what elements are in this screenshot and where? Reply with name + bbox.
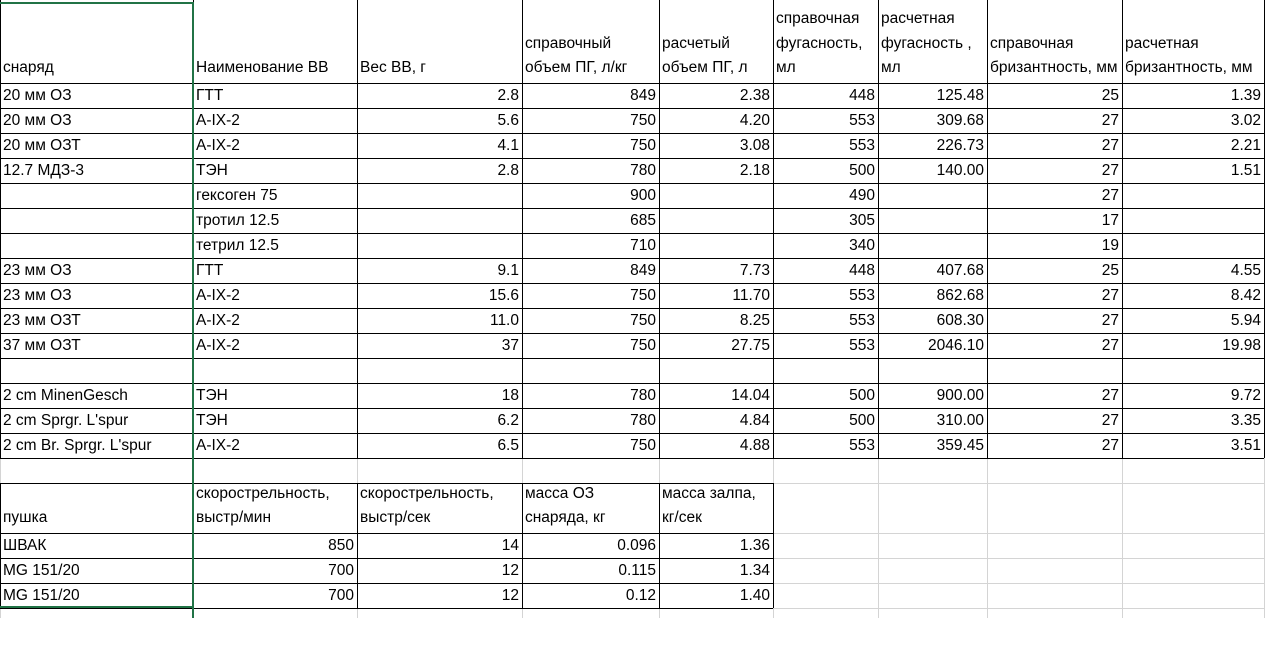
table2-cell[interactable]: 14 bbox=[501, 537, 519, 554]
table1-row-border bbox=[0, 458, 1264, 459]
table1-header-cell[interactable]: справочная фугасность, мл bbox=[776, 10, 863, 77]
table1-cell[interactable]: A-IX-2 bbox=[196, 137, 240, 154]
table1-cell[interactable] bbox=[1122, 183, 1264, 208]
table1-cell[interactable]: 125.48 bbox=[936, 87, 984, 104]
table1-cell[interactable]: 27 bbox=[1101, 112, 1119, 129]
table1-cell[interactable]: 3.08 bbox=[739, 137, 770, 154]
table1-cell[interactable]: 553 bbox=[849, 337, 875, 354]
table1-cell[interactable] bbox=[878, 358, 987, 383]
table1-cell[interactable]: 12.7 МДЗ-3 bbox=[3, 162, 85, 179]
table1-cell[interactable]: 17 bbox=[1101, 212, 1119, 229]
table1-cell[interactable] bbox=[0, 208, 193, 233]
table1-cell[interactable] bbox=[0, 183, 193, 208]
table1-cell[interactable]: 2.18 bbox=[739, 162, 770, 179]
table2-row-border bbox=[0, 608, 773, 609]
table1-cell[interactable]: 849 bbox=[630, 262, 656, 279]
table1-cell[interactable]: 310.00 bbox=[936, 412, 984, 429]
table1-cell[interactable] bbox=[878, 233, 987, 258]
table1-cell[interactable]: 27 bbox=[1101, 437, 1119, 454]
table1-cell[interactable]: 750 bbox=[630, 337, 656, 354]
table1-header-cell[interactable]: справочная бризантность, мм bbox=[990, 34, 1118, 77]
table1-cell[interactable]: ТЭН bbox=[196, 387, 228, 404]
table2-cell[interactable]: MG 151/20 bbox=[3, 562, 80, 579]
table1-cell[interactable]: 20 мм ОЗ bbox=[3, 87, 72, 104]
table1-cell[interactable]: 20 мм ОЗ bbox=[3, 112, 72, 129]
table1-cell[interactable]: тетрил 12.5 bbox=[196, 237, 279, 254]
table2-cell[interactable]: 12 bbox=[501, 587, 519, 604]
table2-cell[interactable]: MG 151/20 bbox=[3, 587, 80, 604]
table1-cell[interactable] bbox=[878, 208, 987, 233]
table1-cell[interactable]: 19.98 bbox=[1222, 337, 1261, 354]
table1-cell[interactable]: A-IX-2 bbox=[196, 437, 240, 454]
table1-cell[interactable]: 19 bbox=[1101, 237, 1119, 254]
table1-cell[interactable]: 27 bbox=[1101, 162, 1119, 179]
table1-cell[interactable]: 1.39 bbox=[1230, 87, 1261, 104]
table2-column-border bbox=[773, 483, 774, 608]
table1-cell[interactable]: 500 bbox=[849, 412, 875, 429]
table1-cell[interactable]: 309.68 bbox=[936, 112, 984, 129]
table1-cell[interactable]: 553 bbox=[849, 137, 875, 154]
table2-header-cell[interactable]: скорострельность, выстр/мин bbox=[196, 484, 330, 527]
table1-cell[interactable] bbox=[193, 358, 357, 383]
table2-cell[interactable]: 12 bbox=[501, 562, 519, 579]
table1-cell[interactable] bbox=[357, 233, 522, 258]
table2-cell[interactable]: 1.36 bbox=[739, 537, 770, 554]
table1-cell[interactable]: 20 мм ОЗТ bbox=[3, 137, 81, 154]
table1-cell[interactable]: 37 мм ОЗТ bbox=[3, 337, 81, 354]
table1-cell[interactable]: 25 bbox=[1101, 262, 1119, 279]
table2-cell[interactable]: ШВАК bbox=[3, 537, 47, 554]
table1-cell[interactable]: 750 bbox=[630, 137, 656, 154]
table1-cell[interactable]: 27 bbox=[1101, 187, 1119, 204]
table1-header-cell[interactable]: снаряд bbox=[3, 59, 54, 77]
table1-cell[interactable]: 4.84 bbox=[739, 412, 770, 429]
cell-selection-bottom-edge bbox=[0, 606, 193, 608]
table1-cell[interactable] bbox=[659, 233, 773, 258]
table1-cell[interactable]: 490 bbox=[849, 187, 875, 204]
table1-cell[interactable]: 15.6 bbox=[488, 287, 519, 304]
table1-cell[interactable]: 25 bbox=[1101, 87, 1119, 104]
table2-cell[interactable]: 1.40 bbox=[739, 587, 770, 604]
table1-cell[interactable]: 359.45 bbox=[936, 437, 984, 454]
table1-cell[interactable]: ТЭН bbox=[196, 412, 228, 429]
table1-cell[interactable]: тротил 12.5 bbox=[196, 212, 280, 229]
table1-cell[interactable]: 11.0 bbox=[489, 312, 519, 329]
table1-header-cell[interactable]: Вес ВВ, г bbox=[360, 59, 426, 77]
table2-cell[interactable]: 0.115 bbox=[618, 562, 656, 579]
table1-cell[interactable]: 7.73 bbox=[739, 262, 770, 279]
table1-cell[interactable]: 18 bbox=[501, 387, 519, 404]
table1-cell[interactable]: 2 cm Br. Sprgr. L'spur bbox=[3, 437, 152, 454]
table1-cell[interactable]: 27 bbox=[1101, 312, 1119, 329]
table1-cell[interactable]: 140.00 bbox=[936, 162, 984, 179]
table1-cell[interactable]: 553 bbox=[849, 287, 875, 304]
table1-cell[interactable]: 900 bbox=[630, 187, 656, 204]
table1-cell[interactable]: 27 bbox=[1101, 412, 1119, 429]
table1-cell[interactable] bbox=[1122, 233, 1264, 258]
table1-cell[interactable] bbox=[1122, 358, 1264, 383]
table1-cell[interactable]: 553 bbox=[849, 112, 875, 129]
table1-header-cell[interactable]: справочный объем ПГ, л/кг bbox=[525, 34, 628, 77]
table1-cell[interactable]: 2 cm Sprgr. L'spur bbox=[3, 412, 129, 429]
table1-cell[interactable]: 862.68 bbox=[936, 287, 984, 304]
table1-cell[interactable]: 3.35 bbox=[1230, 412, 1261, 429]
table1-cell[interactable]: 448 bbox=[849, 87, 875, 104]
table1-cell[interactable] bbox=[522, 358, 659, 383]
table1-cell[interactable] bbox=[357, 208, 522, 233]
table2-cell[interactable]: 1.34 bbox=[739, 562, 770, 579]
table1-cell[interactable] bbox=[0, 358, 193, 383]
table1-cell[interactable]: 4.1 bbox=[497, 137, 519, 154]
table1-cell[interactable]: A-IX-2 bbox=[196, 337, 240, 354]
table1-cell[interactable]: ГТТ bbox=[196, 262, 224, 279]
table1-cell[interactable]: 2.8 bbox=[497, 162, 519, 179]
table1-cell[interactable]: A-IX-2 bbox=[196, 287, 240, 304]
table1-cell[interactable]: 3.02 bbox=[1230, 112, 1261, 129]
table1-cell[interactable]: 448 bbox=[849, 262, 875, 279]
table1-cell[interactable]: ТЭН bbox=[196, 162, 228, 179]
table1-cell[interactable]: 37 bbox=[501, 337, 519, 354]
table1-cell[interactable]: 23 мм ОЗТ bbox=[3, 312, 81, 329]
table1-cell[interactable]: 8.25 bbox=[739, 312, 770, 329]
table1-cell[interactable]: 27 bbox=[1101, 287, 1119, 304]
cell-selection-top-edge bbox=[0, 2, 193, 4]
table1-header-cell[interactable]: расчетная фугасность , мл bbox=[881, 10, 972, 77]
table1-cell[interactable]: 553 bbox=[849, 312, 875, 329]
table2-cell[interactable]: 700 bbox=[328, 562, 354, 579]
table1-cell[interactable]: 780 bbox=[630, 412, 656, 429]
table1-cell[interactable]: 2 cm MinenGesch bbox=[3, 387, 128, 404]
table1-cell[interactable]: 710 bbox=[630, 237, 656, 254]
table1-header-cell[interactable]: расчетная бризантность, мм bbox=[1125, 34, 1253, 77]
cell-selection-left-edge bbox=[192, 2, 194, 618]
table1-cell[interactable]: 1.51 bbox=[1230, 162, 1261, 179]
table1-cell[interactable] bbox=[357, 183, 522, 208]
table1-cell[interactable]: 6.2 bbox=[497, 412, 519, 429]
table1-cell[interactable]: 2.21 bbox=[1230, 137, 1261, 154]
table2-cell[interactable]: 850 bbox=[328, 537, 354, 554]
table1-cell[interactable]: 2.38 bbox=[739, 87, 770, 104]
table1-cell[interactable]: 5.6 bbox=[497, 112, 519, 129]
table1-cell[interactable]: 6.5 bbox=[497, 437, 519, 454]
table1-cell[interactable]: 27 bbox=[1101, 387, 1119, 404]
table1-cell[interactable]: 4.55 bbox=[1230, 262, 1261, 279]
table2-cell[interactable]: 0.096 bbox=[617, 537, 656, 554]
table1-cell[interactable]: 27 bbox=[1101, 137, 1119, 154]
table1-cell[interactable]: A-IX-2 bbox=[196, 112, 240, 129]
table1-cell[interactable]: 4.88 bbox=[739, 437, 770, 454]
table1-cell[interactable]: 3.51 bbox=[1230, 437, 1261, 454]
table1-cell[interactable] bbox=[987, 358, 1122, 383]
table1-cell[interactable]: 500 bbox=[849, 387, 875, 404]
table1-cell[interactable]: 608.30 bbox=[936, 312, 984, 329]
table2-header-cell[interactable]: масса ОЗ снаряда, кг bbox=[525, 484, 606, 527]
table1-cell[interactable]: 685 bbox=[630, 212, 656, 229]
table1-cell[interactable]: 750 bbox=[630, 437, 656, 454]
table1-cell[interactable]: 27.75 bbox=[731, 337, 770, 354]
table1-cell[interactable]: 14.04 bbox=[731, 387, 770, 404]
table1-cell[interactable]: 4.20 bbox=[739, 112, 770, 129]
table2-header-cell[interactable]: пушка bbox=[3, 509, 48, 527]
table1-cell[interactable]: 780 bbox=[630, 387, 656, 404]
table1-cell[interactable]: 23 мм ОЗ bbox=[3, 262, 72, 279]
table1-header-cell[interactable]: Наименование ВВ bbox=[196, 59, 329, 77]
table1-cell[interactable]: 226.73 bbox=[936, 137, 984, 154]
table1-cell[interactable]: A-IX-2 bbox=[196, 312, 240, 329]
table1-cell[interactable]: 2.8 bbox=[497, 87, 519, 104]
table1-cell[interactable]: 5.94 bbox=[1230, 312, 1261, 329]
table1-cell[interactable] bbox=[773, 358, 878, 383]
table2-cell[interactable]: 0.12 bbox=[625, 587, 656, 604]
table2-cell[interactable]: 700 bbox=[328, 587, 354, 604]
table1-cell[interactable]: 305 bbox=[849, 212, 875, 229]
table1-cell[interactable] bbox=[357, 358, 522, 383]
table1-cell[interactable]: 27 bbox=[1101, 337, 1119, 354]
table1-cell[interactable]: 750 bbox=[630, 112, 656, 129]
table1-cell[interactable]: 340 bbox=[849, 237, 875, 254]
table1-cell[interactable]: 8.42 bbox=[1230, 287, 1261, 304]
table1-cell[interactable]: 23 мм ОЗ bbox=[3, 287, 72, 304]
table1-cell[interactable] bbox=[0, 233, 193, 258]
table1-cell[interactable]: 2046.10 bbox=[927, 337, 984, 354]
table1-cell[interactable]: 500 bbox=[849, 162, 875, 179]
table1-cell[interactable]: 750 bbox=[630, 287, 656, 304]
table1-cell[interactable]: ГТТ bbox=[196, 87, 224, 104]
table1-cell[interactable]: 780 bbox=[630, 162, 656, 179]
table1-cell[interactable] bbox=[659, 208, 773, 233]
table1-cell[interactable]: 750 bbox=[630, 312, 656, 329]
table1-cell[interactable]: 407.68 bbox=[936, 262, 984, 279]
table1-cell[interactable] bbox=[659, 183, 773, 208]
table1-cell[interactable] bbox=[878, 183, 987, 208]
table1-cell[interactable]: 553 bbox=[849, 437, 875, 454]
table1-cell[interactable]: гексоген 75 bbox=[196, 187, 278, 204]
table1-cell[interactable]: 9.72 bbox=[1230, 387, 1261, 404]
table1-cell[interactable] bbox=[659, 358, 773, 383]
table1-cell[interactable]: 11.70 bbox=[732, 287, 770, 304]
table1-column-border bbox=[1264, 0, 1265, 458]
table2-header-cell[interactable]: масса залпа, кг/сек bbox=[662, 484, 756, 527]
table1-cell[interactable]: 900.00 bbox=[936, 387, 984, 404]
table1-cell[interactable]: 849 bbox=[630, 87, 656, 104]
table1-cell[interactable]: 9.1 bbox=[497, 262, 519, 279]
table1-header-cell[interactable]: расчетый объем ПГ, л bbox=[662, 34, 748, 77]
table1-cell[interactable] bbox=[1122, 208, 1264, 233]
table2-header-cell[interactable]: скорострельность, выстр/сек bbox=[360, 484, 494, 527]
